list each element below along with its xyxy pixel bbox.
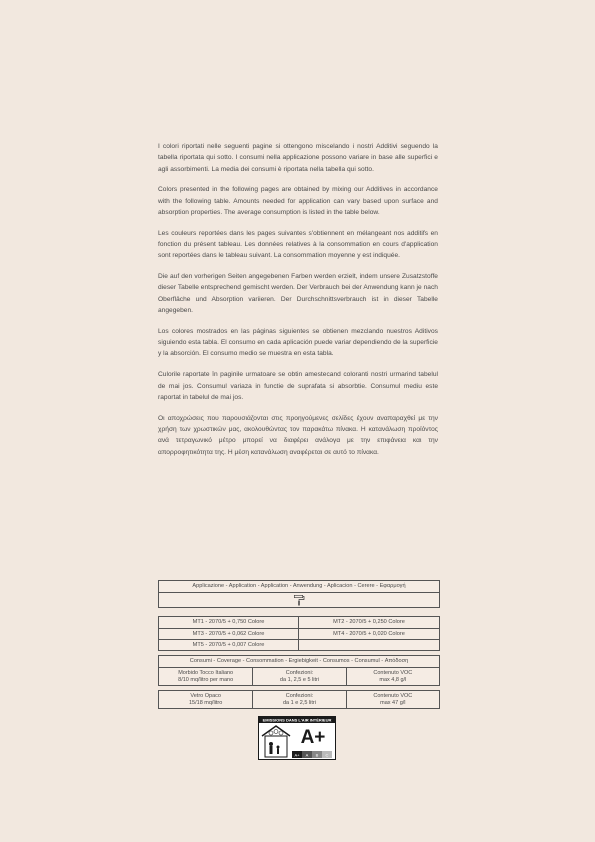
mixing-table bbox=[158, 616, 440, 651]
product-coverage: 8/10 mq/litro per mano bbox=[178, 676, 234, 683]
consumption-product-cell bbox=[159, 691, 252, 708]
product-name: Vetro Opaco bbox=[190, 693, 221, 699]
application-icon-row bbox=[159, 593, 439, 607]
emission-label bbox=[258, 716, 336, 760]
consumption-row-1 bbox=[159, 668, 439, 685]
emission-label-graphic bbox=[258, 716, 336, 760]
scale-b: B bbox=[315, 752, 319, 758]
pack-sizes: da 1 e 2,5 litri bbox=[282, 699, 316, 706]
mt2-cell: MT2 - 2070/5 + 0,250 Colore bbox=[299, 617, 439, 629]
product-name: Morbido Tocco Italiano bbox=[178, 670, 234, 676]
mt1-cell: MT1 - 2070/5 + 0,750 Colore bbox=[159, 617, 299, 629]
consumption-product-cell bbox=[159, 668, 252, 685]
paragraph-romanian: Culorile raportate în paginile urmatoare se obtin amestecand coloranti nostri urmarind tabelul de mai jos. Consumul variaza in functie de suprafata si absorbtie. Consumul mediu este raportat in tabelul de mai jos. bbox=[158, 371, 438, 401]
application-header: Applicazione - Application - Application - Anwendung - Aplicacion - Cerere - Εφαρμογή bbox=[159, 581, 439, 593]
consumption-row-2 bbox=[159, 691, 439, 708]
paragraph-italian: I colori riportati nelle seguenti pagine si ottengono miscelando i nostri Additivi seguendo la tabella riportata qui sotto. I consumi nella applicazione possono variare in base alle superfici e agli assorbimenti. La media dei consumi è riportata nella tabella qui sotto. bbox=[158, 143, 438, 173]
application-table bbox=[158, 580, 440, 608]
consumption-voc-cell bbox=[346, 668, 439, 685]
emission-scale bbox=[292, 751, 332, 758]
text-column bbox=[158, 141, 438, 467]
consumption-header: Consumi - Coverage - Consommation - Ergiebigkeit - Consumos - Consumul - Απόδοση bbox=[159, 656, 439, 668]
scale-a-plus: A+ bbox=[294, 752, 300, 758]
mt-empty-cell bbox=[299, 640, 439, 651]
paragraph-english: Colors presented in the following pages are obtained by mixing our Additives in accordance with the following table. Amounts needed for application can vary based upon surface and absorption properties. The average consumption is listed in the table below. bbox=[158, 186, 438, 216]
pack-label: Confezioni: bbox=[285, 693, 314, 699]
consumption-pack-cell bbox=[252, 691, 345, 708]
emission-label-title: EMISSIONS DANS L'AIR INTÉRIEUR bbox=[262, 717, 332, 723]
mt3-cell: MT3 - 2070/5 + 0,062 Colore bbox=[159, 629, 299, 641]
emission-grade: A+ bbox=[300, 727, 326, 748]
voc-value: max 4,8 g/l bbox=[379, 676, 407, 683]
scale-a: A bbox=[305, 752, 309, 758]
consumption-voc-cell bbox=[346, 691, 439, 708]
voc-label: Contenuto VOC bbox=[373, 693, 413, 699]
paragraph-spanish: Los colores mostrados en las páginas siguientes se obtienen mezclando nuestros Aditivos siguiendo esta tabla. El consumo en cada aplicación puede variar dependiendo de la superficie y la absorción. El consumo medio se muestra en esta tabla. bbox=[158, 327, 438, 358]
mt4-cell: MT4 - 2070/5 + 0,020 Colore bbox=[299, 629, 439, 641]
scale-c: C bbox=[325, 752, 329, 758]
voc-label: Contenuto VOC bbox=[373, 670, 413, 676]
paragraph-german: Die auf den vorherigen Seiten angegebenen Farben werden erzielt, indem unsere Zusatzstoffe dieser Tabelle entsprechend gemischt werden. Der Verbrauch bei der Anwendung kann je nach Oberfläche und Absorption variieren. Der Durchschnittsverbrauch ist in dieser Tabelle angegeben. bbox=[158, 273, 438, 315]
paragraph-french: Les couleurs reportées dans les pages suivantes s'obtiennent en mélangeant nos additifs en fonction du présent tableau. Les données relatives à la consommation en cours d'application sont reportées dans le tableau suivant. La consommation moyenne y est indiquée. bbox=[158, 229, 438, 260]
voc-value: max 47 g/l bbox=[380, 699, 406, 706]
consumption-table-2 bbox=[158, 690, 440, 709]
product-coverage: 15/18 mq/litro bbox=[189, 699, 223, 706]
paragraph-greek: Οι αποχρώσεις που παρουσιάζονται στις προηγούμενες σελίδες έχουν αναπαραχθεί με την χρήση των χρωστικών μας, ακολουθώντας τον παρακάτω πίνακα. Η κατανάλωση προϊόντος ανά τετραγωνικό μέτρο μπορεί να διαφέρει ανάλογα με την επιφάνεια και την απορροφητικότητα της. Η μέση κατανάλωση αναφέρεται σε αυτό το πίνακα. bbox=[158, 414, 438, 456]
consumption-table bbox=[158, 655, 440, 686]
paint-roller-icon bbox=[293, 594, 305, 606]
pack-sizes: da 1, 2,5 e 5 litri bbox=[279, 676, 320, 683]
consumption-pack-cell bbox=[252, 668, 345, 685]
pack-label: Confezioni: bbox=[285, 670, 314, 676]
mt5-cell: MT5 - 2070/5 + 0,007 Colore bbox=[159, 640, 299, 651]
